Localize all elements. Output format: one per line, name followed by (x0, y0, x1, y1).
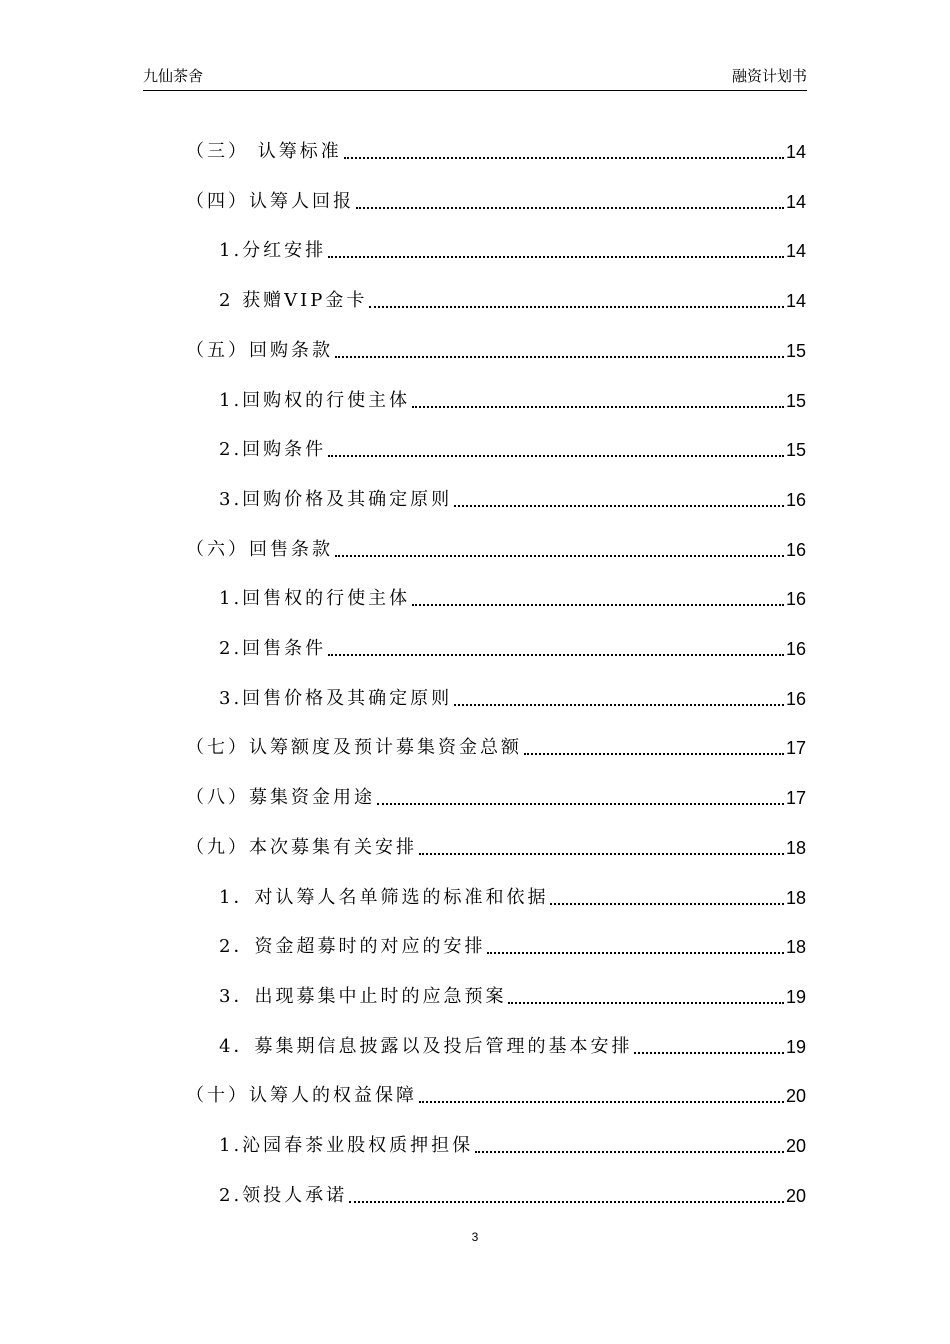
toc-entry-title: 3.回购价格及其确定原则 (219, 488, 453, 510)
toc-entry[interactable] (219, 1128, 806, 1158)
toc-dot-leader (369, 306, 784, 308)
toc-entry-title: （十）认筹人的权益保障 (186, 1085, 417, 1107)
toc-entry-title: 2 获赠VIP金卡 (219, 290, 368, 312)
toc-entry-title: （四）认筹人回报 (186, 190, 354, 212)
toc-entry[interactable] (186, 333, 806, 363)
toc-entry-page-number: 16 (785, 639, 806, 659)
toc-entry-page-number: 16 (785, 688, 806, 709)
toc-entry-page-number: 16 (785, 539, 806, 560)
toc-dot-leader (634, 1052, 784, 1054)
toc-entry-title: 3．出现募集中止时的应急预案 (219, 985, 507, 1007)
toc-entry[interactable] (186, 184, 806, 214)
toc-entry-page-number: 14 (785, 191, 806, 212)
toc-entry[interactable] (219, 432, 806, 462)
toc-entry-page-number: 14 (785, 142, 806, 162)
toc-entry[interactable] (219, 383, 806, 413)
toc-entry[interactable] (186, 532, 806, 562)
toc-entry[interactable] (219, 681, 806, 711)
toc-entry[interactable] (219, 482, 806, 512)
toc-entry-page-number: 16 (785, 589, 806, 610)
toc-entry-title: 2.领投人承诺 (219, 1184, 348, 1206)
toc-dot-leader (550, 903, 784, 905)
toc-entry-page-number: 16 (785, 489, 806, 510)
toc-dot-leader (412, 604, 784, 606)
toc-dot-leader (377, 803, 784, 805)
toc-entry-title: 1.分红安排 (219, 240, 327, 262)
toc-dot-leader (412, 406, 784, 408)
toc-entry[interactable] (219, 631, 806, 661)
toc-entry-title: 1.回售权的行使主体 (219, 588, 411, 610)
toc-dot-leader (335, 356, 784, 358)
toc-entry[interactable] (186, 134, 806, 164)
toc-dot-leader (419, 1101, 784, 1103)
toc-dot-leader (487, 952, 784, 954)
toc-entry[interactable] (219, 979, 806, 1009)
toc-dot-leader (344, 157, 784, 159)
toc-entry-title: 2．资金超募时的对应的安排 (219, 936, 486, 958)
toc-entry-page-number: 17 (785, 788, 806, 809)
toc-entry-page-number: 15 (785, 390, 806, 411)
toc-entry-page-number: 18 (785, 887, 806, 908)
toc-entry-page-number: 20 (785, 1086, 806, 1107)
toc-dot-leader (328, 455, 784, 457)
toc-entry[interactable] (219, 233, 806, 263)
toc-dot-leader (328, 654, 784, 656)
toc-entry[interactable] (186, 780, 806, 810)
toc-dot-leader (524, 753, 784, 755)
toc-entry-title: 1.回购权的行使主体 (219, 389, 411, 411)
toc-entry-page-number: 15 (785, 340, 806, 361)
toc-entry-page-number: 15 (785, 440, 806, 461)
toc-entry-page-number: 14 (785, 291, 806, 312)
toc-entry[interactable] (186, 830, 806, 860)
toc-entry-page-number: 19 (785, 1036, 806, 1057)
toc-entry-title: 1.沁园春茶业股权质押担保 (219, 1135, 474, 1156)
toc-entry-page-number: 14 (785, 241, 806, 262)
toc-entry-title: （六）回售条款 (186, 538, 333, 560)
toc-entry-title: 2.回购条件 (219, 439, 327, 461)
toc-entry-title: 1．对认筹人名单筛选的标准和依据 (219, 886, 549, 908)
toc-entry-title: 2.回售条件 (219, 638, 327, 659)
toc-entry-title: （八）募集资金用途 (186, 787, 375, 809)
toc-entry-title: 4．募集期信息披露以及投后管理的基本安排 (219, 1035, 633, 1057)
toc-entry-page-number: 18 (785, 937, 806, 958)
toc-entry-title: （九）本次募集有关安排 (186, 836, 417, 858)
toc-dot-leader (475, 1151, 784, 1153)
toc-entry-title: （三） 认筹标准 (186, 141, 342, 162)
toc-entry[interactable] (219, 283, 806, 313)
toc-entry-page-number: 19 (785, 986, 806, 1007)
header-company-name: 九仙茶舍 (143, 67, 204, 85)
toc-entry[interactable] (219, 929, 806, 959)
toc-entry-title: （七）认筹额度及预计募集资金总额 (186, 737, 522, 759)
toc-dot-leader (419, 853, 784, 855)
toc-entry-page-number: 20 (785, 1136, 806, 1156)
toc-entry[interactable] (219, 1178, 806, 1208)
toc-entry-title: （五）回购条款 (186, 339, 333, 361)
toc-dot-leader (349, 1201, 784, 1203)
toc-entry[interactable] (219, 880, 806, 910)
toc-entry[interactable] (186, 1078, 806, 1108)
toc-entry-title: 3.回售价格及其确定原则 (219, 687, 453, 709)
toc-entry[interactable] (219, 1029, 806, 1059)
header-document-title: 融资计划书 (731, 67, 807, 85)
toc-entry-page-number: 20 (785, 1185, 806, 1206)
toc-dot-leader (454, 505, 784, 507)
toc-dot-leader (335, 555, 784, 557)
toc-entry-page-number: 18 (785, 837, 806, 858)
toc-dot-leader (508, 1002, 784, 1004)
toc-entry[interactable] (186, 730, 806, 760)
toc-entry[interactable] (219, 581, 806, 611)
toc-dot-leader (328, 256, 784, 258)
toc-entry-page-number: 17 (785, 738, 806, 759)
page-number: 3 (471, 1230, 479, 1244)
toc-dot-leader (356, 207, 784, 209)
page-header (143, 66, 807, 91)
toc-dot-leader (454, 704, 784, 706)
